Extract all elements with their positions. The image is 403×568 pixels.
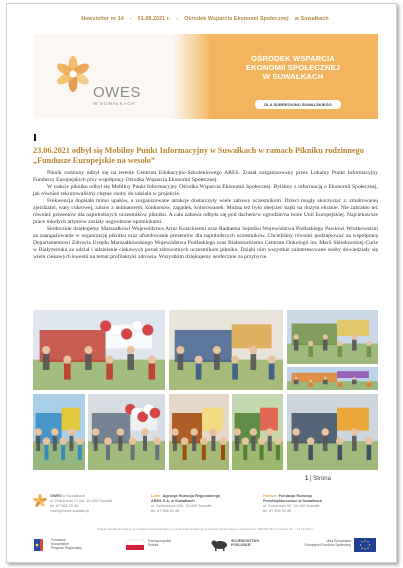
funding-logos-bar (33, 534, 378, 556)
article-paragraph: Frekwencja dopisała mimo upałów, a zorganizowane atrakcje dostarczyły wiele zabawy uczestnikom. Dzieci mogły skorzystać z: zmaltowanej zjeżdżalni, waty cukrowej, zabaw z animatorem, konkursów, zagadek, kolorowanek. Można też było obejrzeć bajki na dużym ekranie. Nie zabrakło też również prezentów dla najmłodszych uczestników pikniku. A cała zabawa odbyła się pod dachem/w ogrodzie/na łonie Unii Europejskiej. Najciekawsze prace młodych artystów zostały nagrodzone upominkami. (33, 198, 378, 226)
fundusze-europejskie-logo-icon (33, 537, 49, 553)
text-cursor (34, 134, 36, 141)
newsletter-number: Newsletter nr 14 (81, 16, 124, 22)
owes-logo-text: OWES (93, 84, 141, 101)
bison-podlaskie-icon (211, 537, 229, 553)
podlaskie-text: WOJEWÓDZTWO PODLASKIE (231, 539, 260, 547)
banner-title: OŚRODEK WSPARCIA EKONOMII SPOŁECZNEJ W SUWAŁKACH (245, 54, 341, 81)
rzeczpospolita-text: Rzeczpospolita Polska (148, 539, 171, 547)
fundusze-europejskie-text: Fundusze Europejskie Program Regionalny (51, 538, 82, 550)
polish-flag-icon (125, 537, 145, 553)
footer-col-partner: Partner: Fundacja Rozwoju Przedsiębiorczości w Suwałkach ul. Kościuszki 60, 16-400 Suwałki tel. 87 565 02 86 (263, 494, 323, 513)
photo-tent-people (287, 310, 378, 364)
page-number: 1 | Strona (305, 476, 331, 482)
eu-text: Unia Europejska Europejski Fundusz Społeczny (304, 539, 351, 547)
photo-stand-banner (169, 310, 283, 390)
footer-funding-note: Projekt współfinansowany ze środków Unii Europejskiej w ramach Europejskiego Funduszu Społecznego w wysokości 4 398 995,30 zł w kwocie 01 ... 31.12.2022 r. (96, 527, 315, 531)
photo-collage (33, 310, 378, 470)
photo-child-balloon (88, 394, 165, 470)
eu-flag-icon (354, 537, 376, 553)
header-banner (33, 34, 378, 119)
photo-children-bouncy (287, 367, 378, 390)
newsletter-center: Ośrodek Wsparcia Ekonomii Społecznej (184, 16, 289, 22)
footer-col-owes: OWES w Suwałkach ul. Kościuszki 71 lok. 16-400 Suwałki tel. 87 565 25 36 owes@owes.suwalki.pl (50, 494, 113, 513)
owes-flower-logo-icon (55, 56, 91, 92)
article-paragraph: W trakcie pikniku odbył się Mobilny Punkt Informacyjny Ośrodka Wsparcia Ekonomii Społecznej. Byliśmy z informacją o Ekonomii Społecznej, jak również rekrutowaliśmy chętne osoby do udziału w projekcie. (33, 184, 378, 198)
article-title: 23.06.2021 odbył się Mobilny Punkt Informacyjny w Suwałkach w ramach Pikniku rodzinnego „Fundusze Europejskie na wesoło” (33, 146, 364, 165)
newsletter-page (6, 3, 397, 563)
photo-balloons-crowd (33, 310, 165, 390)
photo-grass-games (232, 394, 283, 470)
article-paragraph: Serdecznie dziękujemy Marszałkowi Województwa Artur Kosickiemu oraz Radnemu Sejmiku Województwa Podlaskiego Pawłowi Wrotkowskim za zaangażowanie w organizację pikniku oraz ufundowanie prezentów dla najmłodszych uczestników. Chcieliśmy również podziękować za współpracę Departamentowi Zdrowia Urzędu Marszałkowskiego Województwa Podlaskiego oraz Białostockiemu Centrum Onkologii im. Marii Skłodowskiej-Curie w Białymstoku za udział i udzielanie ciekawych porad zdrowotnych uczestnikom pikniku. Dzięki nim wszystkie zainteresowane osoby dowiedziały się wielu ciekawych kwestii na temat profilaktyki zdrowia. Wszystkim dziękujemy serdecznie za przybycie. (33, 226, 378, 261)
newsletter-date: 01.08.2021 r. (137, 16, 171, 22)
banner-subregion-tag: DLA SUBREGIONU SUWALSKIEGO (255, 100, 341, 109)
newsletter-header: Newsletter nr 14 - 01.08.2021 r. - Ośrodek Wsparcia Ekonomii Społecznej w Suwałkach (81, 16, 329, 22)
photo-playground-pool (33, 394, 85, 470)
photo-info-stand (287, 394, 378, 470)
owes-logo-subtitle: W SUWAŁKACH (93, 101, 136, 106)
article-body (33, 170, 378, 261)
article-paragraph: Piknik rodzinny odbył się na terenie Centrum Edukacyjno-Szkoleniowego ARES. Został zorganizowany przez Lokalny Punkt Informacyjny Funduszy Europejskich przy współpracy Ośrodka Wsparcia Ekonomii Społecznej. (33, 170, 378, 183)
photo-face-painting (169, 394, 229, 470)
footer-col-leader: Lider: Agencja Rozwoju Regionalnego ARES S.A. w Suwałkach ul. Noniewicza 42A, 16-400 Suwałki tel. 87 566 01 56 (151, 494, 221, 513)
owes-mini-logo-icon (33, 494, 47, 508)
newsletter-region: w Suwałkach (294, 16, 329, 22)
